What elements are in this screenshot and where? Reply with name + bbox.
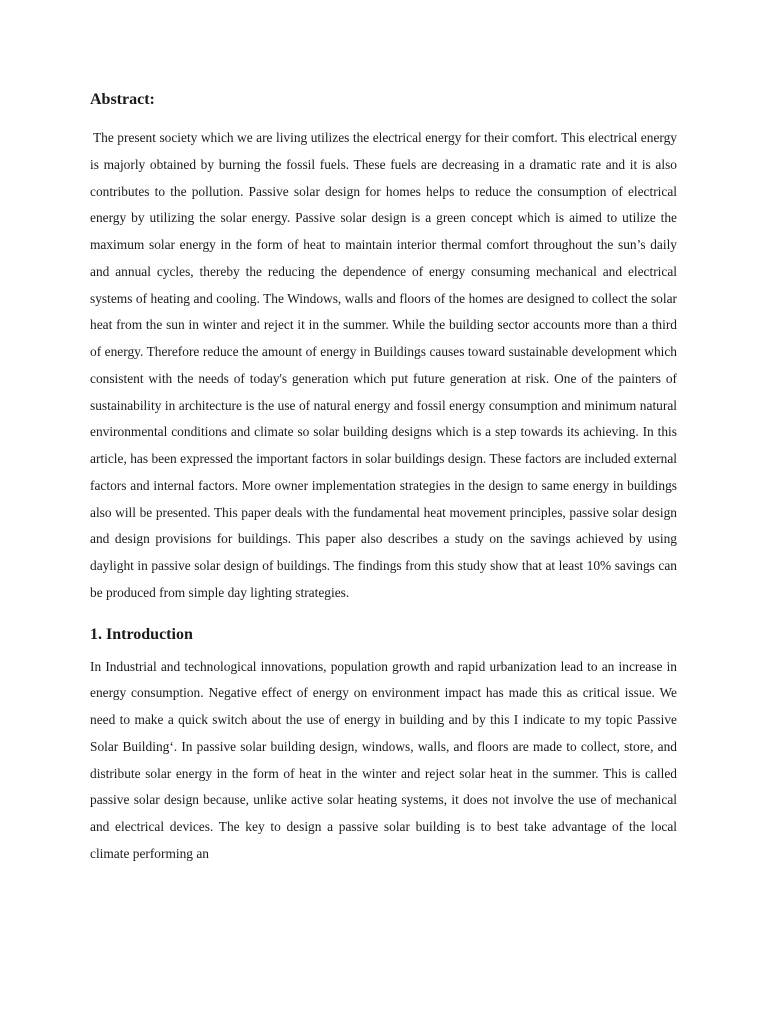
- introduction-paragraph: In Industrial and technological innovations, population growth and rapid urbanization lead to an increase in energy consumption. Negative effect of energy on environment impact has made this as critical issue. We need to make a quick switch about the use of energy in building and by this I indicate to my topic Passive Solar Building‘. In passive solar building design, windows, walls, and floors are made to collect, store, and distribute solar energy in the form of heat in the winter and reject solar heat in the summer. This is called passive solar design because, unlike active solar heating systems, it does not involve the use of mechanical and electrical devices. The key to design a passive solar building is to best take advantage of the local climate performing an: [90, 658, 677, 861]
- abstract-paragraph: The present society which we are living utilizes the electrical energy for their comfort. This electrical energy is majorly obtained by burning the fossil fuels. These fuels are decreasing in a dramatic rate and it is also contributes to the pollution. Passive solar design for homes helps to reduce the consumption of electrical energy by utilizing the solar energy. Passive solar design is a green concept which is aimed to utilize the maximum solar energy in the form of heat to maintain interior thermal comfort throughout the sun’s daily and annual cycles, thereby the reducing the dependence of energy consuming mechanical and electrical systems of heating and cooling. The Windows, walls and floors of the homes are designed to collect the solar heat from the sun in winter and reject it in the summer. While the building sector accounts more than a third of energy. Therefore reduce the amount of energy in Buildings causes toward sustainable development which consistent with the needs of today's generation which put future generation at risk. One of the painters of sustainability in architecture is the use of natural energy and fossil energy consumption and minimum natural environmental conditions and climate so solar building designs which is a step towards its achieving. In this article, has been expressed the important factors in solar buildings design. These factors are included external factors and internal factors. More owner implementation strategies in the design to same energy in buildings also will be presented. This paper deals with the fundamental heat movement principles, passive solar design and design provisions for buildings. This paper also describes a study on the savings achieved by using daylight in passive solar design of buildings. The findings from this study show that at least 10% savings can be produced from simple day lighting strategies.: [90, 130, 677, 600]
- abstract-heading: Abstract:: [90, 91, 155, 108]
- document-page: [90, 90, 677, 868]
- introduction-heading: 1. Introduction: [90, 625, 193, 643]
